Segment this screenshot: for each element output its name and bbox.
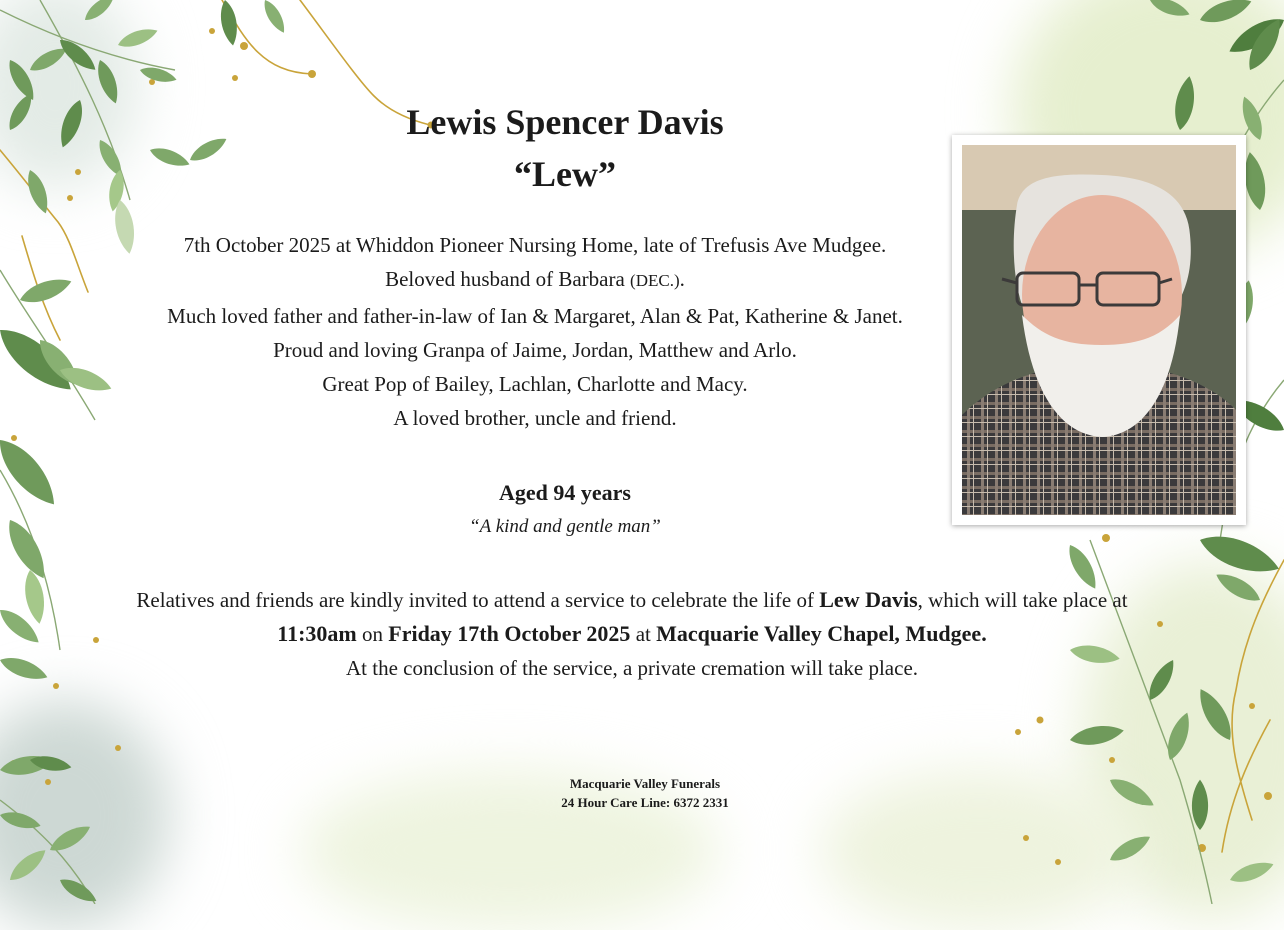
connector-at: at bbox=[630, 622, 657, 646]
bio-line: Proud and loving Granpa of Jaime, Jordan, Matthew and Arlo. bbox=[273, 337, 797, 362]
service-date: Friday 17th October 2025 bbox=[388, 621, 631, 646]
deceased-nickname: “Lew” bbox=[514, 154, 616, 194]
invitation-text-end: , which will take place at bbox=[917, 588, 1128, 612]
deceased-name: Lewis Spencer Davis bbox=[406, 102, 724, 142]
bio-line: 7th October 2025 at Whiddon Pioneer Nursing Home, late of Trefusis Ave Mudgee. bbox=[183, 233, 887, 257]
funeral-company-name: Macquarie Valley Funerals bbox=[569, 776, 721, 791]
bio-line-spouse bbox=[60, 262, 1010, 298]
invitation-text: Relatives and friends are kindly invited to attend a service to celebrate the life of bbox=[136, 588, 820, 612]
service-conclusion: At the conclusion of the service, a private cremation will take place. bbox=[345, 656, 919, 680]
deceased-marker: (DEC.) bbox=[630, 271, 680, 291]
bio-line: Much loved father and father-in-law of Ian & Margaret, Alan & Pat, Katherine & Janet. bbox=[167, 303, 903, 328]
bio-spouse-end: . bbox=[679, 267, 685, 292]
service-person-name: Lew Davis bbox=[819, 587, 918, 612]
service-invitation bbox=[20, 583, 1244, 617]
portrait-photo-frame bbox=[952, 135, 1246, 525]
service-time: 11:30am bbox=[277, 621, 357, 646]
portrait-photo bbox=[962, 145, 1236, 515]
leaves-bottom-left bbox=[0, 752, 100, 904]
connector-on: on bbox=[356, 622, 389, 646]
funeral-director-footer bbox=[420, 774, 870, 812]
care-line-phone: 24 Hour Care Line: 6372 2331 bbox=[561, 795, 729, 810]
bio-spouse-text: Beloved husband of Barbara bbox=[385, 267, 631, 292]
bio-line: Great Pop of Bailey, Lachlan, Charlotte and Macy. bbox=[322, 372, 748, 397]
biography bbox=[60, 228, 1010, 436]
age-heading: Aged 94 years bbox=[499, 480, 631, 505]
service-venue: Macquarie Valley Chapel, Mudgee. bbox=[656, 621, 987, 646]
service-datetime-venue bbox=[20, 617, 1244, 651]
epitaph-quote: “A kind and gentle man” bbox=[469, 516, 661, 537]
bio-line: A loved brother, uncle and friend. bbox=[393, 406, 677, 431]
service-details bbox=[20, 583, 1244, 685]
